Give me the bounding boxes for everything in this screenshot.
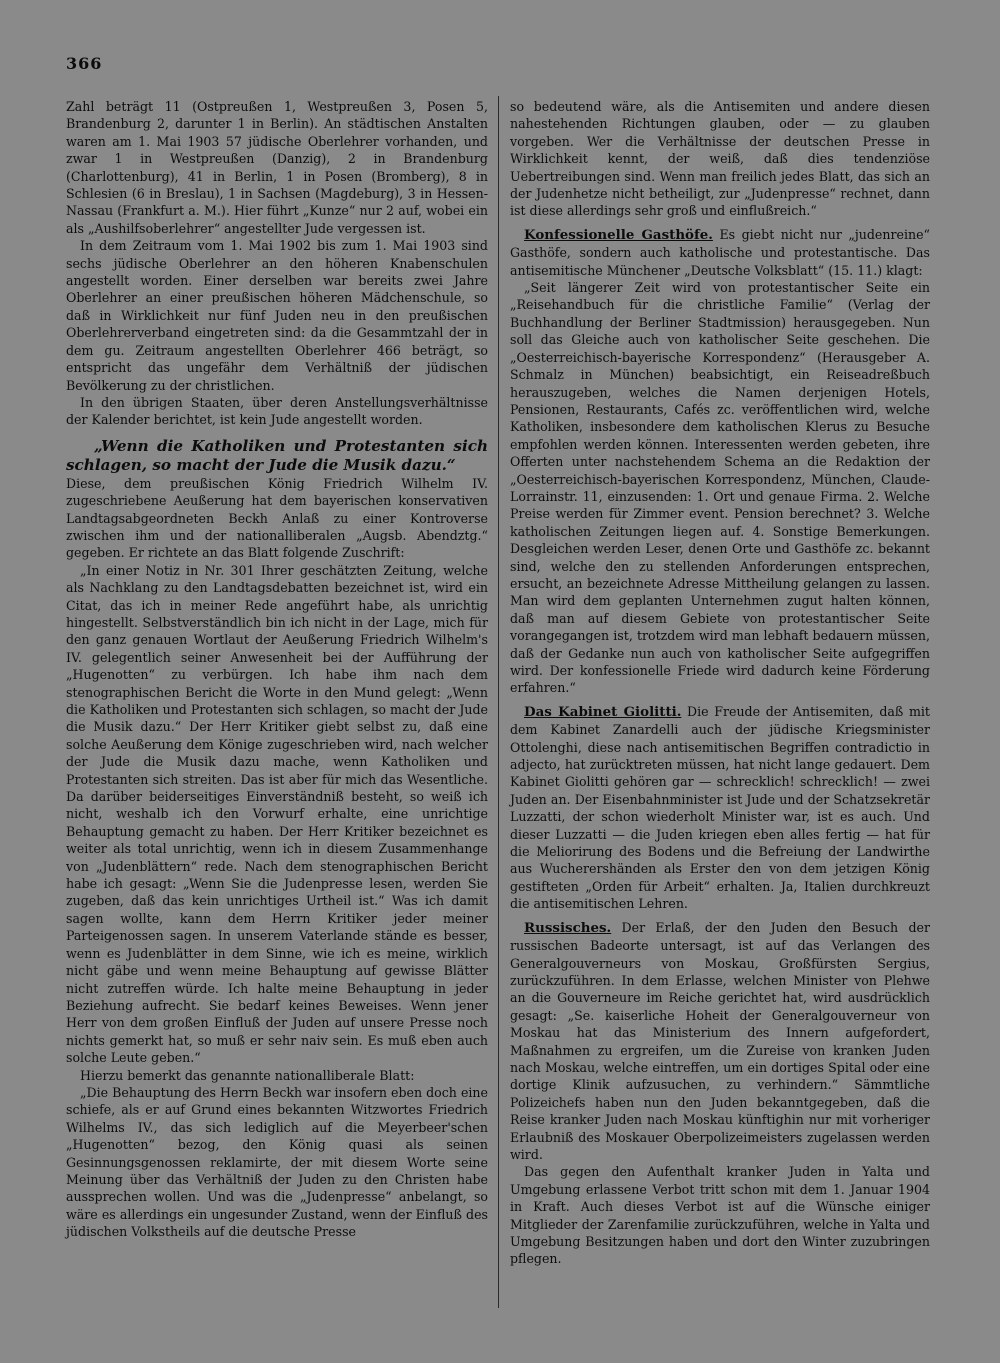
quote-paragraph: „Seit längerer Zeit wird von protestantischer Seite ein „Reisehandbuch für die christliche Familie“ (Verlag der Buchhandlung der Berliner Stadtmission) herausgegeben. Nun soll das Gleiche auch von katholischer Seite geschehen. Die „Oesterreichisch-bayerische Korrespondenz“ (Herausgeber A. Schmalz in München) beabsichtigt, ein Reiseadreßbuch herauszugeben, welches die Namen derjenigen Hotels, Pensionen, Restaurants, Cafés zc. veröffentlichen wird, welche Katholiken, insbesondere dem katholischen Klerus zu Besuche empfohlen werden können. Interessenten werden gebeten, ihre Offerten unter nachstehendem Schema an die Redaktion der „Oesterreichisch-bayerischen Korrespondenz, München, Claude-Lorrainstr. 11, einzusenden: 1. Ort und genaue Firma. 2. Welche Preise werden für Zimmer event. Pension berechnet? 3. Welche katholischen Zeitungen liegen auf. 4. Sonstige Bemerkungen. Desgleichen werden Leser, denen Orte und Gasthöfe zc. bekannt sind, welche den zu stellenden Anforderungen entsprechen, ersucht, an bezeichnete Adresse Mittheilung gelangen zu lassen. Man wird dem geplanten Unternehmen zugut halten können, daß man auf diesem Gebiete von protestantischer Seite vorangegangen ist, trotzdem wird man lebhaft bedauern müssen, daß der Gedanke nun auch von katholischer Seite aufgegriffen wird. Der konfessionelle Friede wird dadurch keine Förderung erfahren.“	[510, 280, 930, 696]
section-heading: Russisches.	[524, 919, 612, 936]
paragraph: Diese, dem preußischen König Friedrich Wilhelm IV. zugeschriebene Aeußerung hat dem bayerischen konservativen Landtagsabgeordneten Beckh Anlaß zu einer Kontroverse zwischen ihm und der nationalliberalen „Augsb. Abendztg.“ gegeben. Er richtete an das Blatt folgende Zuschrift:	[66, 475, 488, 561]
paragraph-text: Es giebt nicht nur „judenreine“ Gasthöfe, sondern auch katholische und protestantische. Das antisemitische Münchener „Deutsche Volksblatt“ (15. 11.) klagt:	[510, 226, 930, 278]
left-column	[66, 98, 488, 1241]
paragraph: Hierzu bemerkt das genannte nationalliberale Blatt:	[80, 1067, 415, 1083]
right-column	[510, 98, 930, 1268]
paragraph: so bedeutend wäre, als die Antisemiten und andere diesen nahestehenden Richtungen glauben, oder — zu glauben vorgeben. Wer die Verhältnisse der deutschen Presse in Wirklichkeit kennt, der weiß, daß dies tendenziöse Uebertreibungen sind. Wenn man freilich jedes Blatt, das sich an der Judenhetze nicht betheiligt, zur „Judenpresse“ rechnet, dann ist diese allerdings sehr groß und einflußreich.“	[510, 99, 930, 219]
section-heading: Konfessionelle Gasthöfe.	[524, 226, 713, 243]
paragraph-text: Der Erlaß, der den Juden den Besuch der russischen Badeorte untersagt, ist auf das Verlangen des Generalgouverneurs von Moskau, Großfürsten Sergius, zurückzuführen. In dem Erlasse, welchen Minister von Plehwe an die Gouverneure im Reiche gerichtet hat, wird ausdrücklich gesagt: „Se. kaiserliche Hoheit der Generalgouverneur von Moskau hat das Ministerium des Innern aufgefordert, Maßnahmen zu ergreifen, um die Zureise von kranken Juden nach Moskau, welche eintreffen, um ein dortiges Spital oder eine dortige Klinik aufzusuchen, zu verhindern.“ Sämmtliche Polizeichefs haben nun den Juden bekanntgegeben, daß die Reise kranker Juden nach Moskau künftighin nur mit vorheriger Erlaubniß des Moskauer Oberpolizeimeisters zugelassen werden wird.	[510, 919, 930, 1162]
column-divider	[498, 96, 499, 1308]
quote-paragraph: „Die Behauptung des Herrn Beckh war insofern eben doch eine schiefe, als er auf Grund eines bekannten Witzwortes Friedrich Wilhelms IV., das sich lediglich auf die Meyerbeer'schen „Hugenotten“ bezog, den König quasi als seinen Gesinnungsgenossen reklamirte, der mit diesem Worte seine Meinung über das Verhältniß der Juden zu den Christen habe aussprechen wollen. Und was die „Judenpresse“ anbelangt, so wäre es allerdings ein ungesunder Zustand, wenn der Einfluß des jüdischen Volkstheils auf die deutsche Presse	[66, 1084, 488, 1240]
section-paragraph	[510, 703, 930, 913]
paragraph: Zahl beträgt 11 (Ostpreußen 1, Westpreußen 3, Posen 5, Brandenburg 2, darunter 1 in Berlin). An städtischen Anstalten waren am 1. Mai 1903 57 jüdische Oberlehrer vorhanden, und zwar 1 in Westpreußen (Danzig), 2 in Brandenburg (Charlottenburg), 41 in Berlin, 1 in Posen (Bromberg), 8 in Schlesien (6 in Breslau), 1 in Sachsen (Magdeburg), 3 in Hessen-Nassau (Frankfurt a. M.). Hier führt „Kunze“ nur 2 auf, wobei ein als „Aushilfsoberlehrer“ angestellter Jude vergessen ist.	[66, 99, 488, 236]
section-heading: Das Kabinet Giolitti.	[524, 703, 682, 720]
paragraph: Das gegen den Aufenthalt kranker Juden in Yalta und Umgebung erlassene Verbot tritt schon mit dem 1. Januar 1904 in Kraft. Auch dieses Verbot ist auf die Wünsche einiger Mitglieder der Zarenfamilie zurückzuführen, welche in Yalta und Umgebung Besitzungen haben und dort den Winter zuzubringen pflegen.	[510, 1164, 930, 1267]
section-paragraph	[510, 226, 930, 279]
paragraph: In dem Zeitraum vom 1. Mai 1902 bis zum 1. Mai 1903 sind sechs jüdische Oberlehrer an den höheren Knabenschulen angestellt worden. Einer derselben war bereits zwei Jahre Oberlehrer an einer preußischen höheren Mädchenschule, so daß in Wirklichkeit nur fünf Juden neu in den preußischen Oberlehrerverband eingetreten sind: da die Gesammtzahl der in dem gu. Zeitraum angestellten Oberlehrer 466 beträgt, so entspricht das ungefähr dem Verhältniß der jüdischen Bevölkerung zu der christlichen.	[66, 238, 488, 393]
page-number: 366	[66, 54, 103, 73]
section-paragraph	[510, 919, 930, 1164]
paragraph-text: Die Freude der Antisemiten, daß mit dem Kabinet Zanardelli auch der jüdische Kriegsminister Ottolenghi, diese nach antisemitischen Begriffen contradictio in adjecto, hat zurücktreten müssen, hat nicht lange gedauert. Dem Kabinet Giolitti gehören gar — schrecklich! schrecklich! — zwei Juden an. Der Eisenbahnminister ist Jude und der Schatzsekretär Luzzatti, der schon wiederholt Minister war, ist es auch. Und dieser Luzzatti — die Juden kriegen eben alles fertig — hat für die Meliorirung des Bodens und die Befreiung der Landwirthe aus Wucherershänden als Erster den von dem jetzigen König gestifteten „Orden für Arbeit“ erhalten. Ja, Italien durchkreuzt die antisemitischen Lehren.	[510, 703, 930, 912]
paragraph: In den übrigen Staaten, über deren Anstellungsverhältnisse der Kalender berichtet, ist kein Jude angestellt worden.	[66, 394, 488, 428]
section-heading: „Wenn die Katholiken und Protestanten sich schlagen, so macht der Jude die Musik dazu.“	[66, 436, 488, 474]
quote-paragraph: „In einer Notiz in Nr. 301 Ihrer geschätzten Zeitung, welche als Nachklang zu den Landtagsdebatten bezeichnet ist, wird ein Citat, das ich in meiner Rede angeführt habe, als unrichtig hingestellt. Selbstverständlich bin ich nicht in der Lage, mich für den ganz genauen Wortlaut der Aeußerung Friedrich Wilhelm's IV. gelegentlich seiner Anwesenheit bei der Aufführung der „Hugenotten“ zu verbürgen. Ich habe ihm nach dem stenographischen Bericht die Worte in den Mund gelegt: „Wenn die Katholiken und Protestanten sich schlagen, so macht der Jude die Musik dazu.“ Der Herr Kritiker giebt selbst zu, daß eine solche Aeußerung dem Könige zugeschrieben wird, nach welcher der Jude die Musik dazu mache, wenn Katholiken und Protestanten sich streiten. Das ist aber für mich das Wesentliche. Da darüber beiderseitiges Einverständniß besteht, so weiß ich nicht, weshalb ich den Vorwurf erhalte, eine unrichtige Behauptung gemacht zu haben. Der Herr Kritiker bezeichnet es weiter als total unrichtig, wenn ich in diesem Zusammenhange von „Judenblättern“ rede. Nach dem stenographischen Bericht habe ich gesagt: „Wenn Sie die Judenpresse lesen, werden Sie zugeben, daß das kein unrichtiges Urtheil ist.“ Was ich damit sagen wollte, kann dem Herrn Kritiker jeder meiner Parteigenossen sagen. In unserem Vaterlande stände es besser, wenn es Judenblätter in dem Sinne, wie ich es meine, wirklich nicht gäbe und wenn meine Behauptung auf gewisse Blätter nicht zutreffen würde. Ich halte meine Behauptung in jeder Beziehung aufrecht. Sie bedarf keines Beweises. Wenn jener Herr von dem großen Einfluß der Juden auf unsere Presse noch nichts gemerkt hat, so muß er sehr naiv sein. Es muß eben auch solche Leute geben.“	[66, 562, 488, 1066]
